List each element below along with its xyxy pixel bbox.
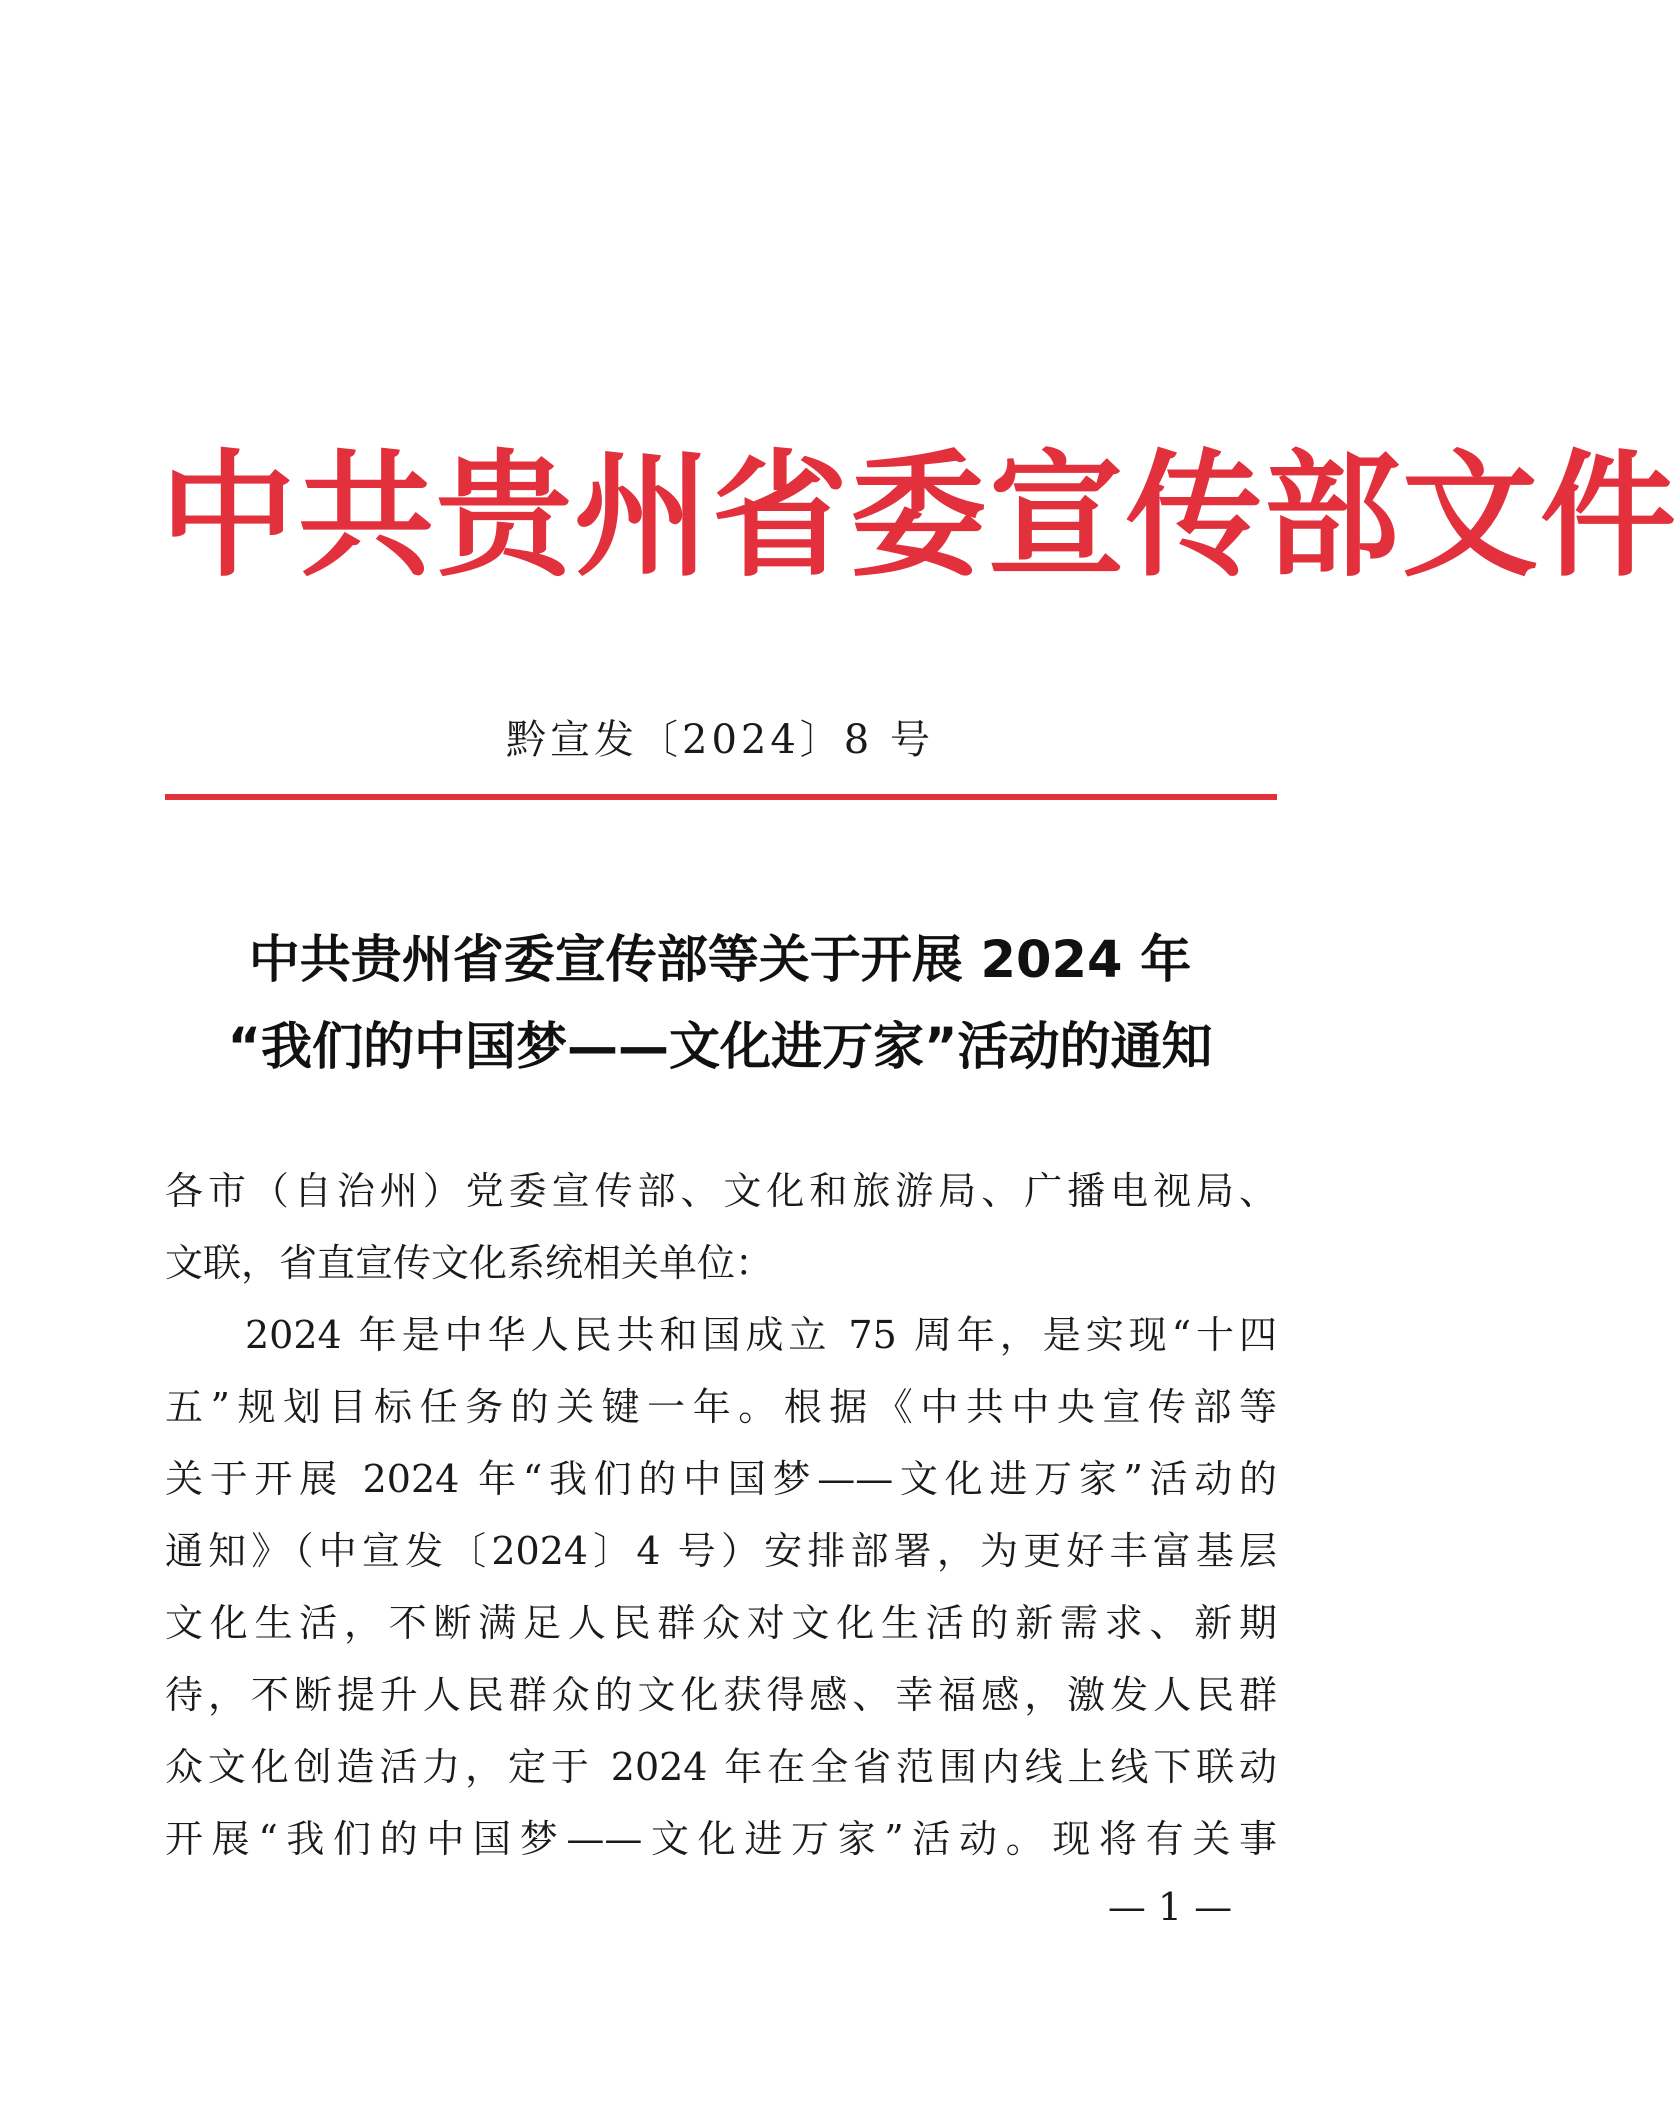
body-line-recipients-1: 各市（自治州）党委宣传部、文化和旅游局、广播电视局、: [165, 1169, 1277, 1213]
body-line: 关于开展 2024 年“我们的中国梦——文化进万家”活动的: [165, 1457, 1277, 1501]
body-line: 待，不断提升人民群众的文化获得感、幸福感，激发人民群: [165, 1673, 1277, 1717]
document-title-line-2: “我们的中国梦——文化进万家”活动的通知: [227, 1018, 1213, 1077]
document-title-line-1: 中共贵州省委宣传部等关于开展 2024 年: [248, 931, 1192, 990]
masthead-title: 中共贵州省委宣传部文件: [160, 438, 1678, 596]
red-separator-line: [165, 794, 1277, 800]
body-line: 通知》（中宣发〔2024〕4 号）安排部署，为更好丰富基层: [165, 1529, 1277, 1573]
body-line-paragraph-start: 2024 年是中华人民共和国成立 75 周年，是实现“十四: [245, 1313, 1277, 1357]
document-number: 黔宣发〔2024〕8 号: [506, 717, 934, 763]
body-line-recipients-2: 文联，省直宣传文化系统相关单位：: [165, 1241, 774, 1285]
body-line: 众文化创造活力，定于 2024 年在全省范围内线上线下联动: [165, 1745, 1277, 1789]
body-line: 文化生活，不断满足人民群众对文化生活的新需求、新期: [165, 1601, 1277, 1645]
page-number: — 1 —: [1107, 1885, 1233, 1929]
body-line: 开展“我们的中国梦——文化进万家”活动。现将有关事: [165, 1817, 1277, 1861]
body-line: 五”规划目标任务的关键一年。根据《中共中央宣传部等: [165, 1385, 1277, 1429]
document-body: [165, 1155, 1277, 1875]
